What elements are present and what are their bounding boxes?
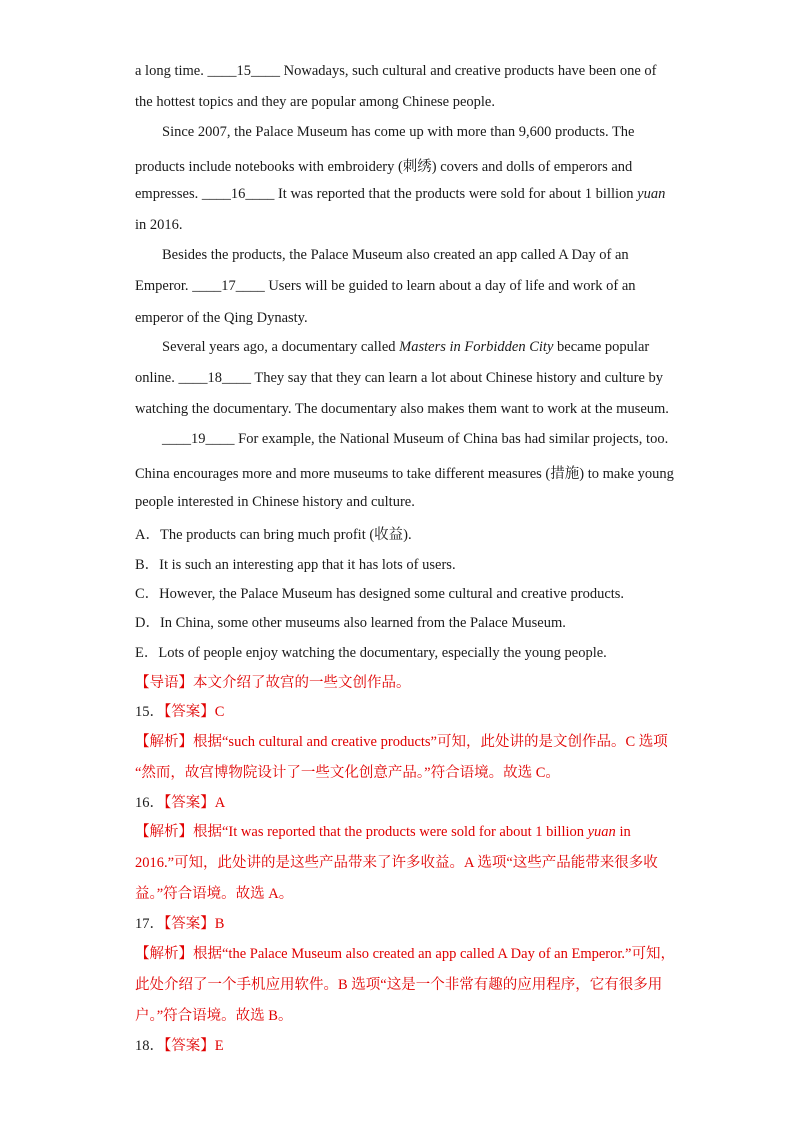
italic-word: yuan bbox=[587, 824, 616, 840]
passage-line bbox=[135, 370, 663, 387]
passage-line bbox=[135, 278, 636, 295]
passage-text: Several years ago, a documentary called bbox=[162, 339, 400, 355]
explanation-line bbox=[135, 820, 631, 841]
blank-17: ____17____ bbox=[192, 278, 265, 294]
question-number: 17． bbox=[135, 916, 164, 932]
option-e: E．Lots of people enjoy watching the documentary, especially the young people. bbox=[135, 645, 607, 661]
answer-label: 【答案】E bbox=[164, 1038, 224, 1054]
blank-18: ____18____ bbox=[178, 370, 251, 386]
passage-text: online. bbox=[135, 370, 179, 386]
explanation-text: in bbox=[615, 824, 631, 840]
answer-17 bbox=[135, 912, 224, 933]
question-number: 18． bbox=[135, 1038, 164, 1054]
explanation-line: 【解析】根据“the Palace Museum also created an app called A Day of an Emperor.”可知， bbox=[135, 946, 675, 962]
answer-label: 【答案】C bbox=[164, 704, 225, 720]
passage-text: Nowadays, such cultural and creative products have been one of bbox=[280, 63, 657, 79]
passage-text: became popular bbox=[553, 339, 650, 355]
passage-line: in 2016. bbox=[135, 217, 183, 233]
passage-text: Users will be guided to learn about a day of life and work of an bbox=[264, 278, 636, 294]
explanation-line: 【解析】根据“such cultural and creative products”可知，此处讲的是文创作品。C 选项 bbox=[135, 734, 668, 750]
passage-line: products include notebooks with embroidery (刺绣) covers and dolls of emperors and bbox=[135, 159, 633, 175]
explanation-line: 益。”符合语境。故选 A。 bbox=[135, 886, 294, 902]
passage-line: China encourages more and more museums to take different measures (措施) to make young bbox=[135, 466, 674, 482]
passage-line bbox=[162, 431, 668, 448]
option-c: C．However, the Palace Museum has designed some cultural and creative products. bbox=[135, 586, 625, 602]
option-b: B．It is such an interesting app that it has lots of users. bbox=[135, 557, 456, 573]
passage-text: empresses. bbox=[135, 186, 202, 202]
passage-text: Emperor. bbox=[135, 278, 193, 294]
blank-19: ____19____ bbox=[162, 431, 235, 447]
passage-text: For example, the National Museum of China bas had similar projects, too. bbox=[234, 431, 669, 447]
passage-line: emperor of the Qing Dynasty. bbox=[135, 310, 308, 326]
explanation-line: 此处介绍了一个手机应用软件。B 选项“这是一个非常有趣的应用程序，它有很多用 bbox=[135, 977, 663, 993]
documentary-title: Masters in Forbidden City bbox=[399, 339, 554, 355]
blank-15: ____15____ bbox=[207, 63, 280, 79]
answer-label: 【答案】B bbox=[164, 916, 225, 932]
answer-15 bbox=[135, 700, 224, 721]
question-number: 15． bbox=[135, 704, 164, 720]
passage-line bbox=[162, 339, 649, 356]
italic-word: yuan bbox=[637, 186, 666, 202]
passage-text: a long time. bbox=[135, 63, 208, 79]
passage-line: Besides the products, the Palace Museum also created an app called A Day of an bbox=[162, 247, 629, 263]
passage-text: It was reported that the products were sold for about 1 billion bbox=[274, 186, 638, 202]
passage-line: people interested in Chinese history and culture. bbox=[135, 494, 415, 510]
option-a: A．The products can bring much profit (收益). bbox=[135, 527, 412, 543]
answer-16 bbox=[135, 791, 225, 812]
passage-line: Since 2007, the Palace Museum has come up with more than 9,600 products. The bbox=[162, 124, 635, 140]
passage-line bbox=[135, 63, 656, 80]
passage-text: They say that they can learn a lot about Chinese history and culture by bbox=[251, 370, 664, 386]
answer-18 bbox=[135, 1034, 224, 1055]
explanation-line: 2016.”可知，此处讲的是这些产品带来了许多收益。A 选项“这些产品能带来很多收 bbox=[135, 855, 658, 871]
passage-line: the hottest topics and they are popular among Chinese people. bbox=[135, 94, 495, 110]
explanation-line: 户。”符合语境。故选 B。 bbox=[135, 1008, 293, 1024]
passage-line: watching the documentary. The documentary also makes them want to work at the museum. bbox=[135, 401, 669, 417]
passage-line bbox=[135, 186, 665, 203]
option-d: D．In China, some other museums also learned from the Palace Museum. bbox=[135, 615, 566, 631]
question-number: 16． bbox=[135, 795, 164, 811]
blank-16: ____16____ bbox=[201, 186, 275, 202]
explanation-text: 【解析】根据“It was reported that the products were sold for about 1 billion bbox=[135, 824, 588, 840]
explanation-line: “然而，故宫博物院设计了一些文化创意产品。”符合语境。故选 C。 bbox=[135, 765, 560, 781]
answer-label: 【答案】A bbox=[164, 795, 226, 811]
intro-note: 【导语】本文介绍了故宫的一些文创作品。 bbox=[135, 675, 411, 691]
